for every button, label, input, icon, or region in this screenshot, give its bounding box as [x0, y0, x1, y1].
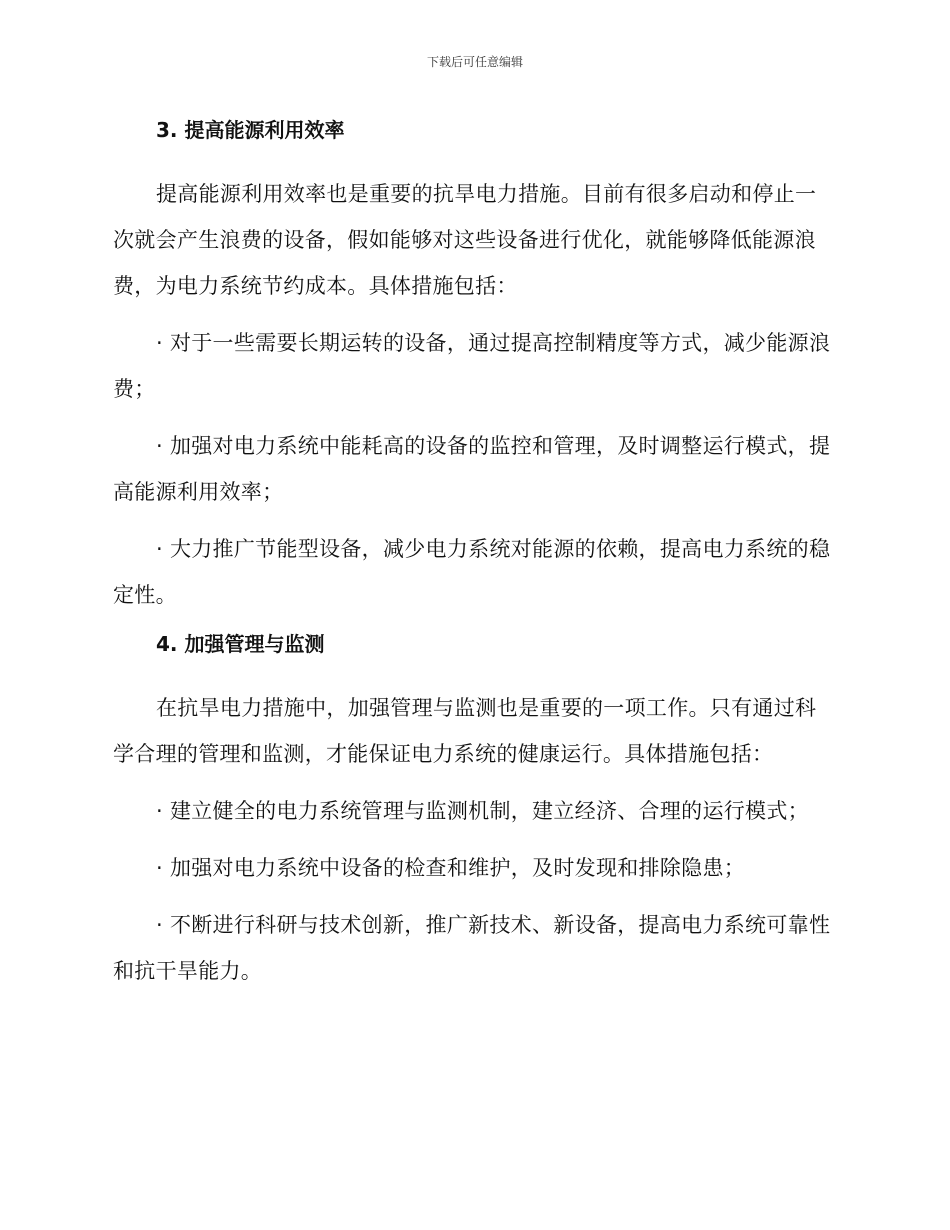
bullet-item: · 对于一些需要长期运转的设备，通过提高控制精度等方式，减少能源浪费；: [113, 331, 831, 401]
document-body: [113, 110, 833, 994]
page-header-note: 下载后可任意编辑: [426, 55, 523, 69]
bullet-item: · 不断进行科研与技术创新，推广新技术、新设备，提高电力系统可靠性和抗干旱能力。: [113, 913, 831, 983]
section-intro: 在抗旱电力措施中，加强管理与监测也是重要的一项工作。只有通过科学合理的管理和监测，才能保证电力系统的健康运行。具体措施包括：: [113, 696, 817, 766]
section-heading: 3. 提高能源利用效率: [156, 118, 345, 142]
bullet-item: · 加强对电力系统中能耗高的设备的监控和管理，及时调整运行模式，提高能源利用效率；: [113, 434, 831, 504]
bullet-item: · 建立健全的电力系统管理与监测机制，建立经济、合理的运行模式；: [156, 799, 809, 823]
section-heading: 4. 加强管理与监测: [156, 632, 325, 656]
bullet-item: · 加强对电力系统中设备的检查和维护，及时发现和排除隐患；: [156, 856, 746, 880]
bullet-item: · 大力推广节能型设备，减少电力系统对能源的依赖，提高电力系统的稳定性。: [113, 537, 831, 607]
section-intro: 提高能源利用效率也是重要的抗旱电力措施。目前有很多启动和停止一次就会产生浪费的设备，假如能够对这些设备进行优化，就能够降低能源浪费，为电力系统节约成本。具体措施包括：: [113, 182, 817, 298]
